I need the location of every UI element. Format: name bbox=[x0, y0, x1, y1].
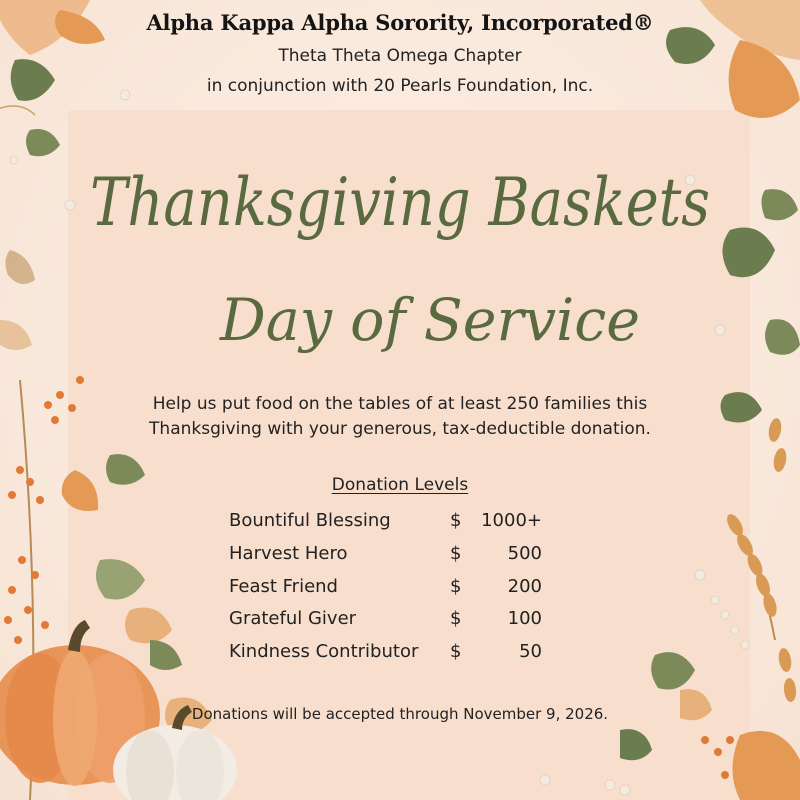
donation-message bbox=[0, 392, 800, 442]
level-currency: $ bbox=[450, 608, 462, 629]
level-name: Harvest Hero bbox=[229, 543, 348, 564]
level-currency: $ bbox=[450, 576, 462, 597]
title-line-2: Day of Service bbox=[219, 286, 641, 354]
level-amount: 200 bbox=[507, 576, 542, 597]
level-currency: $ bbox=[450, 641, 462, 662]
level-amount: 100 bbox=[507, 608, 542, 629]
level-name: Bountiful Blessing bbox=[229, 510, 391, 531]
donation-levels-heading: Donation Levels bbox=[331, 475, 469, 495]
message-line-2: Thanksgiving with your generous, tax-deductible donation. bbox=[149, 419, 651, 439]
message-line-1: Help us put food on the tables of at least 250 families this bbox=[152, 394, 648, 414]
chapter-name: Theta Theta Omega Chapter bbox=[278, 46, 522, 66]
level-amount: 50 bbox=[519, 641, 542, 662]
level-name: Kindness Contributor bbox=[229, 641, 419, 662]
level-name: Feast Friend bbox=[229, 576, 338, 597]
level-currency: $ bbox=[450, 510, 462, 531]
donation-deadline: Donations will be accepted through November 9, 2026. bbox=[191, 705, 609, 723]
level-amount: 1000+ bbox=[481, 510, 542, 531]
level-currency: $ bbox=[450, 543, 462, 564]
title-line-1: Thanksgiving Baskets bbox=[90, 164, 710, 241]
partner-line: in conjunction with 20 Pearls Foundation, Inc. bbox=[206, 76, 594, 96]
organization-name: Alpha Kappa Alpha Sorority, Incorporated® bbox=[146, 10, 654, 35]
level-amount: 500 bbox=[507, 543, 542, 564]
level-name: Grateful Giver bbox=[229, 608, 357, 629]
